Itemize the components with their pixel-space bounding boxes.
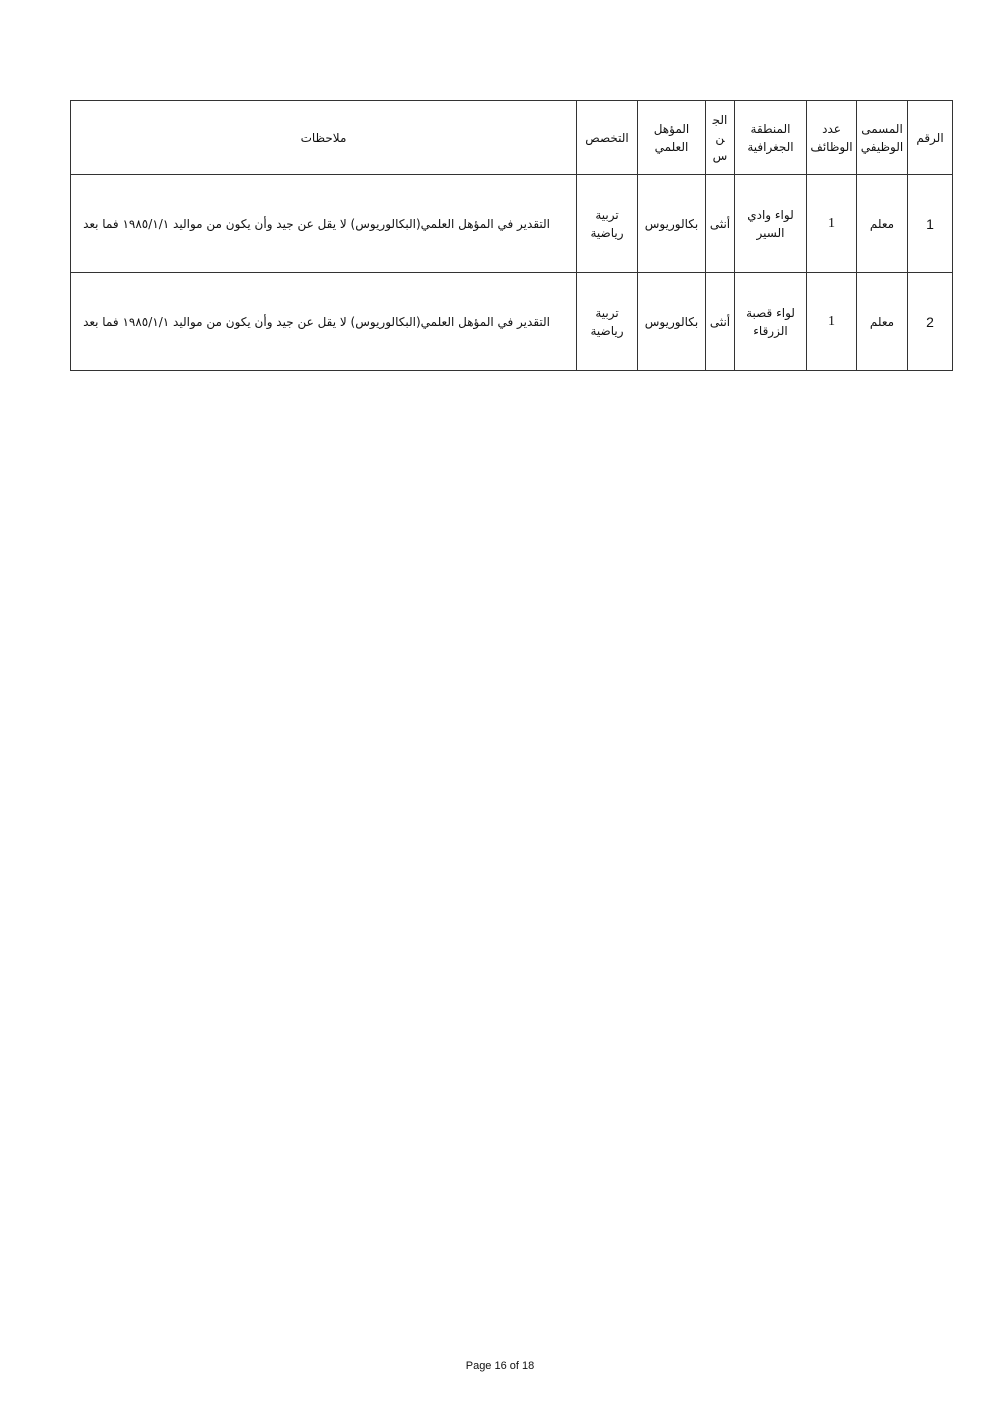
row-gender: أنثى	[706, 273, 735, 371]
row-qualification: بكالوريوس	[638, 273, 706, 371]
row-specialization: تربية رياضية	[577, 273, 638, 371]
row-num: 2	[908, 273, 953, 371]
header-gender: الجن س	[706, 101, 735, 175]
table-header-row	[71, 101, 953, 175]
row-job-count: 1	[807, 273, 857, 371]
row-notes: التقدير في المؤهل العلمي(البكالوريوس) لا يقل عن جيد وأن يكون من مواليد ١٩٨٥/١/١ فما بعد	[71, 273, 577, 371]
header-qualification: المؤهل العلمي	[638, 101, 706, 175]
row-num: 1	[908, 175, 953, 273]
row-job-title: معلم	[857, 175, 908, 273]
row-job-title: معلم	[857, 273, 908, 371]
header-region: المنطقة الجغرافية	[735, 101, 807, 175]
row-region: لواء وادي السير	[735, 175, 807, 273]
row-notes: التقدير في المؤهل العلمي(البكالوريوس) لا يقل عن جيد وأن يكون من مواليد ١٩٨٥/١/١ فما بعد	[71, 175, 577, 273]
row-gender: أنثى	[706, 175, 735, 273]
page-number: Page 16 of 18	[465, 1360, 535, 1372]
row-region: لواء قصبة الزرقاء	[735, 273, 807, 371]
row-specialization: تربية رياضية	[577, 175, 638, 273]
table-row	[71, 175, 953, 273]
row-job-count: 1	[807, 175, 857, 273]
header-specialization: التخصص	[577, 101, 638, 175]
header-num: الرقم	[908, 101, 953, 175]
header-job-title: المسمى الوظيفي	[857, 101, 908, 175]
jobs-table	[70, 100, 953, 371]
header-notes: ملاحظات	[71, 101, 577, 175]
table-row	[71, 273, 953, 371]
header-job-count: عدد الوظائف	[807, 101, 857, 175]
row-qualification: بكالوريوس	[638, 175, 706, 273]
